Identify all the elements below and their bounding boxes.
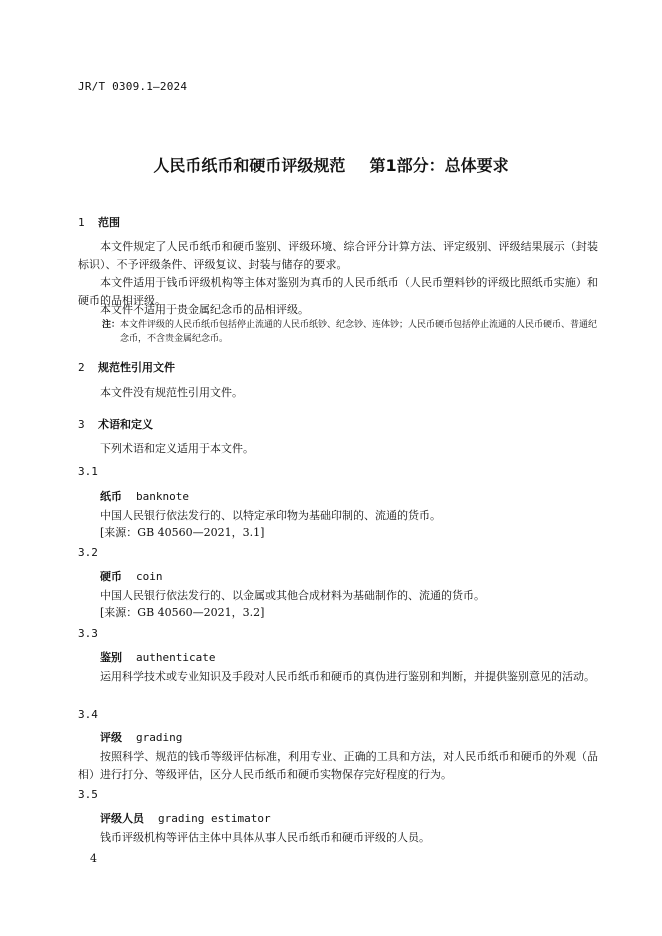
- term-zh: 鉴别: [100, 651, 122, 664]
- note-label: 注：: [102, 320, 121, 330]
- term-en: banknote: [136, 490, 189, 503]
- document-title: [0, 153, 662, 176]
- term-en: grading estimator: [158, 812, 271, 825]
- term-number: 3.3: [78, 627, 98, 640]
- term-en: authenticate: [136, 651, 216, 664]
- section-3-heading: [78, 416, 153, 432]
- term-definition: 中国人民银行依法发行的、以特定承印物为基础印制的、流通的货币。: [100, 509, 441, 522]
- term-entry: [100, 810, 271, 826]
- term-entry: [100, 649, 215, 665]
- section-number: 2: [78, 361, 85, 374]
- scope-paragraph-2: 本文件适用于钱币评级机构等主体对鉴别为真币的人民币纸币（人民币塑料钞的评级比照纸币实施）和硬币的品相评级。: [78, 276, 598, 307]
- term-zh: 硬币: [100, 570, 122, 583]
- term-definition: 运用科学技术或专业知识及手段对人民币纸币和硬币的真伪进行鉴别和判断，并提供鉴别意见的活动。: [100, 670, 595, 683]
- term-entry: [100, 488, 189, 504]
- title-main: 人民币纸币和硬币评级规范: [153, 156, 346, 175]
- term-number: 3.2: [78, 546, 98, 559]
- terms-intro-paragraph: 下列术语和定义适用于本文件。: [100, 442, 254, 455]
- page-number: 4: [90, 852, 97, 865]
- section-number: 1: [78, 216, 85, 229]
- term-en: grading: [136, 731, 183, 744]
- references-paragraph: 本文件没有规范性引用文件。: [100, 386, 243, 399]
- section-title: 规范性引用文件: [98, 361, 175, 374]
- scope-paragraph-3: 本文件不适用于贵金属纪念币的品相评级。: [100, 303, 309, 316]
- term-source: [来源：GB 40560—2021，3.1]: [100, 526, 265, 539]
- term-entry: [100, 729, 182, 745]
- title-part: 第1部分：总体要求: [369, 156, 509, 175]
- section-title: 术语和定义: [98, 418, 153, 431]
- term-definition: 中国人民银行依法发行的、以金属或其他合成材料为基础制作的、流通的货币。: [100, 589, 485, 602]
- term-en: coin: [136, 570, 163, 583]
- term-zh: 评级: [100, 731, 122, 744]
- term-number: 3.4: [78, 708, 98, 721]
- document-code: JR/T 0309.1—2024: [78, 80, 188, 93]
- note-text: 本文件评级的人民币纸币包括停止流通的人民币纸钞、纪念钞、连体钞；人民币硬币包括停止流通的人民币硬币、普通纪念币，不含贵金属纪念币。: [120, 320, 598, 344]
- section-number: 3: [78, 418, 85, 431]
- term-definition: 钱币评级机构等评估主体中具体从事人民币纸币和硬币评级的人员。: [100, 831, 430, 844]
- term-entry: [100, 568, 163, 584]
- section-1-heading: [78, 214, 120, 230]
- term-number: 3.5: [78, 788, 98, 801]
- term-zh: 评级人员: [100, 812, 144, 825]
- term-definition: 按照科学、规范的钱币等级评估标准，利用专业、正确的工具和方法，对人民币纸币和硬币的外观（品相）进行打分、等级评估，区分人民币纸币和硬币实物保存完好程度的行为。: [78, 750, 598, 781]
- scope-note: [102, 318, 602, 346]
- term-source: [来源：GB 40560—2021，3.2]: [100, 606, 265, 619]
- section-title: 范围: [98, 216, 120, 229]
- scope-paragraph-1: 本文件规定了人民币纸币和硬币鉴别、评级环境、综合评分计算方法、评定级别、评级结果展示（封装标识）、不予评级条件、评级复议、封装与储存的要求。: [78, 240, 598, 271]
- term-number: 3.1: [78, 465, 98, 478]
- section-2-heading: [78, 359, 175, 375]
- term-zh: 纸币: [100, 490, 122, 503]
